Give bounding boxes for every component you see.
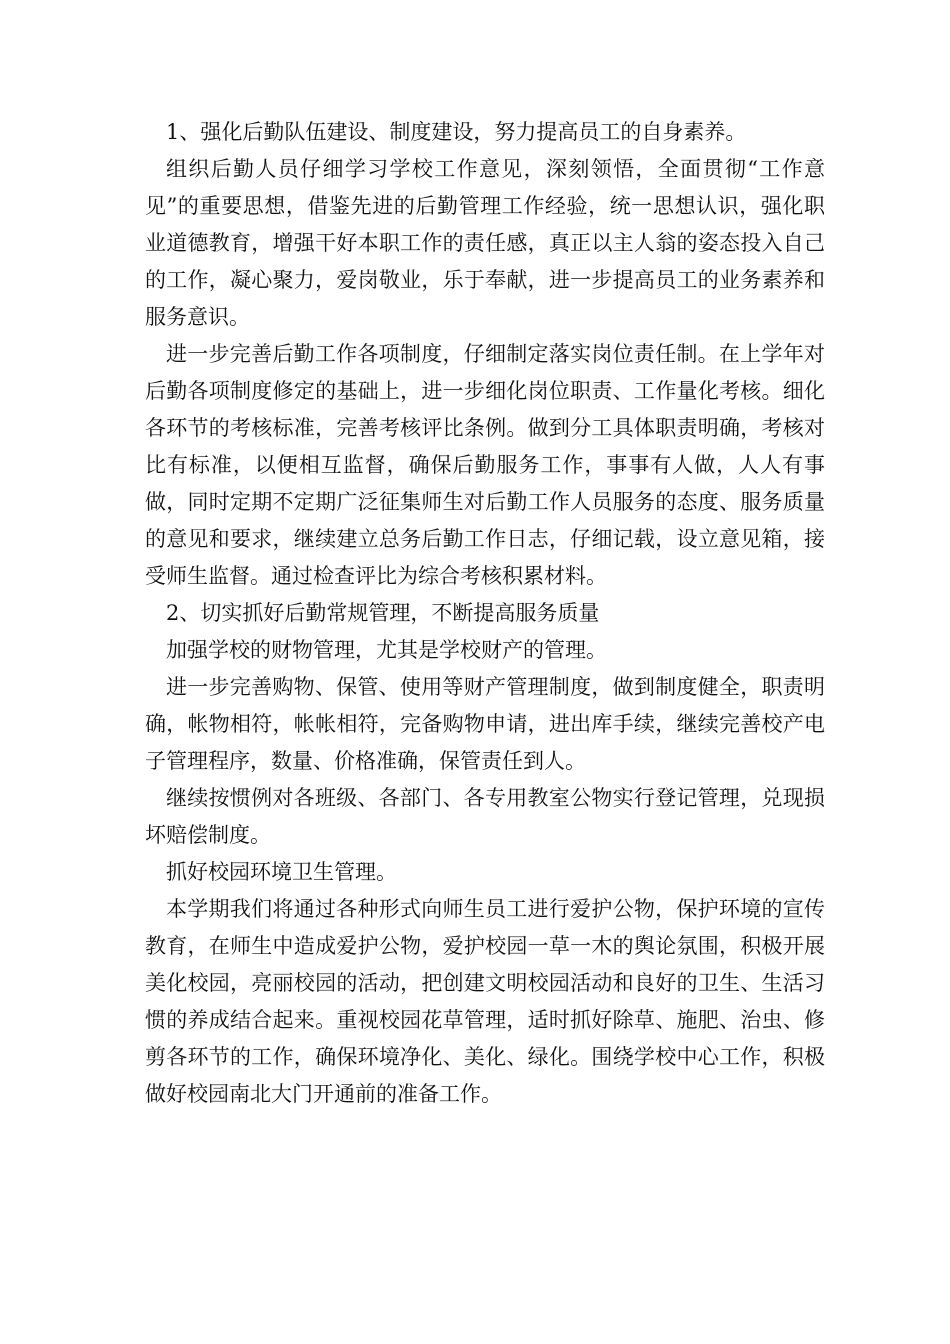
- paragraph: 进一步完善后勤工作各项制度，仔细制定落实岗位责任制。在上学年对后勤各项制度修定的基础上，进一步细化岗位职责、工作量化考核。细化各环节的考核标准，完善考核评比条例。做到分工具体职责明确，考核对比有标准，以便相互监督，确保后勤服务工作，事事有人做，人人有事做，同时定期不定期广泛征集师生对后勤工作人员服务的态度、服务质量的意见和要求，继续建立总务后勤工作日志，仔细记载，设立意见箱，接受师生监督。通过检查评比为综合考核积累材料。: [145, 342, 825, 588]
- paragraph: 加强学校的财物管理，尤其是学校财产的管理。: [166, 638, 607, 662]
- paragraph: 组织后勤人员仔细学习学校工作意见，深刻领悟，全面贯彻“工作意见”的重要思想，借鉴先进的后勤管理工作经验，统一思想认识，强化职业道德教育，增强干好本职工作的责任感，真正以主人翁的姿态投入自己的工作，凝心聚力，爱岗敬业，乐于奉献，进一步提高员工的业务素养和服务意识。: [145, 157, 825, 329]
- paragraph: 抓好校园环境卫生管理。: [166, 860, 397, 884]
- paragraph: 继续按惯例对各班级、各部门、各专用教室公物实行登记管理，兑现损坏赔偿制度。: [145, 786, 825, 847]
- document-body: [145, 114, 825, 1113]
- heading-section-2: 2、切实抓好后勤常规管理，不断提高服务质量: [166, 601, 600, 625]
- paragraph: 本学期我们将通过各种形式向师生员工进行爱护公物，保护环境的宣传教育，在师生中造成爱护公物，爱护校园一草一木的舆论氛围，积极开展美化校园，亮丽校园的活动，把创建文明校园活动和良好的卫生、生活习惯的养成结合起来。重视校园花草管理，适时抓好除草、施肥、治虫、修剪各环节的工作，确保环境净化、美化、绿化。围绕学校中心工作，积极做好校园南北大门开通前的准备工作。: [145, 897, 825, 1106]
- paragraph: 进一步完善购物、保管、使用等财产管理制度，做到制度健全，职责明确，帐物相符，帐帐相符，完备购物申请，进出库手续，继续完善校产电子管理程序，数量、价格准确，保管责任到人。: [145, 675, 825, 773]
- heading-section-1: 1、强化后勤队伍建设、制度建设，努力提高员工的自身素养。: [166, 120, 747, 144]
